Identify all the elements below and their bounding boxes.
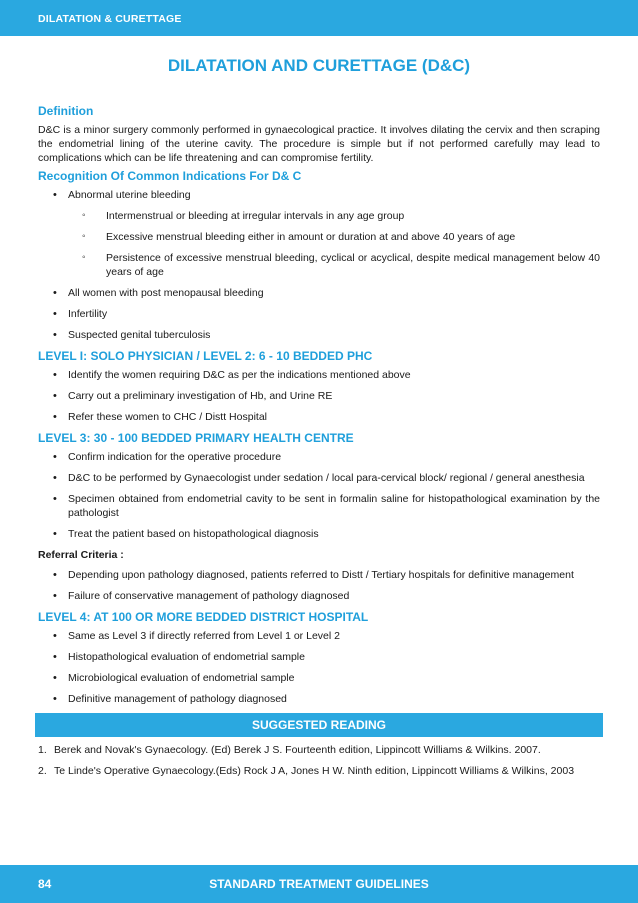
level3-heading: LEVEL 3: 30 - 100 BEDDED PRIMARY HEALTH CENTRE xyxy=(38,431,354,445)
definition-heading: Definition xyxy=(38,104,94,118)
reference-number: 2. xyxy=(38,765,47,777)
page-title: DILATATION AND CURETTAGE (D&C) xyxy=(167,56,471,75)
document-body xyxy=(38,100,600,785)
indications-list xyxy=(52,188,600,342)
indications-heading: Recognition Of Common Indications For D& C xyxy=(38,169,302,183)
list-item: • D&C to be performed by Gynaecologist under sedation / local para-cervical block/ regional / general anesthesia xyxy=(52,471,600,485)
reference-item xyxy=(38,743,600,757)
list-item: • Definitive management of pathology diagnosed xyxy=(52,692,600,706)
list-item: • Confirm indication for the operative procedure xyxy=(52,450,600,464)
list-item: • Specimen obtained from endometrial cavity to be sent in formalin saline for histopathological examination by the pathologist xyxy=(52,492,600,520)
reference-item xyxy=(38,764,600,778)
list-item: • Treat the patient based on histopathological diagnosis xyxy=(52,527,600,541)
reference-text: Te Linde's Operative Gynaecology.(Eds) Rock J A, Jones H W. Ninth edition, Lippincott Williams & Wilkins, 2003 xyxy=(54,765,575,777)
sub-list-item: ◦ Intermenstrual or bleeding at irregular intervals in any age group xyxy=(82,209,600,223)
list-item: • All women with post menopausal bleeding xyxy=(52,286,600,300)
running-title: DILATATION & CURETTAGE xyxy=(38,13,182,25)
list-item: • Carry out a preliminary investigation of Hb, and Urine RE xyxy=(52,389,600,403)
sub-indications-list xyxy=(82,209,600,279)
indication-text: Abnormal uterine bleeding xyxy=(68,189,191,201)
list-item: • Failure of conservative management of pathology diagnosed xyxy=(52,589,600,603)
sub-list-item: ◦ Excessive menstrual bleeding either in amount or duration at and above 40 years of age xyxy=(82,230,600,244)
list-item: • Histopathological evaluation of endometrial sample xyxy=(52,650,600,664)
page-number: 84 xyxy=(38,877,52,891)
list-item: • Suspected genital tuberculosis xyxy=(52,328,600,342)
level3-list xyxy=(52,450,600,541)
list-item: • Microbiological evaluation of endometrial sample xyxy=(52,671,600,685)
list-item xyxy=(52,188,600,279)
level4-heading: LEVEL 4: AT 100 OR MORE BEDDED DISTRICT HOSPITAL xyxy=(38,610,369,624)
suggested-reading-heading: SUGGESTED READING xyxy=(35,713,603,737)
level1-list xyxy=(52,368,600,424)
list-item: • Identify the women requiring D&C as per the indications mentioned above xyxy=(52,368,600,382)
list-item: • Refer these women to CHC / Distt Hospital xyxy=(52,410,600,424)
footer-title: STANDARD TREATMENT GUIDELINES xyxy=(209,877,429,891)
list-item: • Same as Level 3 if directly referred from Level 1 or Level 2 xyxy=(52,629,600,643)
list-item: • Infertility xyxy=(52,307,600,321)
sub-list-item: ◦ Persistence of excessive menstrual bleeding, cyclical or acyclical, despite medical management below 40 years of age xyxy=(82,251,600,279)
reference-text: Berek and Novak's Gynaecology. (Ed) Berek J S. Fourteenth edition, Lippincott Williams & Wilkins. 2007. xyxy=(54,744,541,756)
definition-text: D&C is a minor surgery commonly performed in gynaecological practice. It involves dilating the cervix and then scraping the endometrial lining of the uterine cavity. The procedure is simple but if not performed carefully may lead to complications which can be life threatening and can compromise fertility. xyxy=(38,124,600,164)
reference-list xyxy=(38,743,600,778)
list-item: • Depending upon pathology diagnosed, patients referred to Distt / Tertiary hospitals for definitive management xyxy=(52,568,600,582)
referral-list xyxy=(52,568,600,603)
footer-bar xyxy=(0,865,638,903)
level4-list xyxy=(52,629,600,706)
referral-criteria-heading: Referral Criteria : xyxy=(38,549,124,561)
level1-heading: LEVEL I: SOLO PHYSICIAN / LEVEL 2: 6 - 10 BEDDED PHC xyxy=(38,349,373,363)
header-bar xyxy=(0,0,638,36)
reference-number: 1. xyxy=(38,744,47,756)
